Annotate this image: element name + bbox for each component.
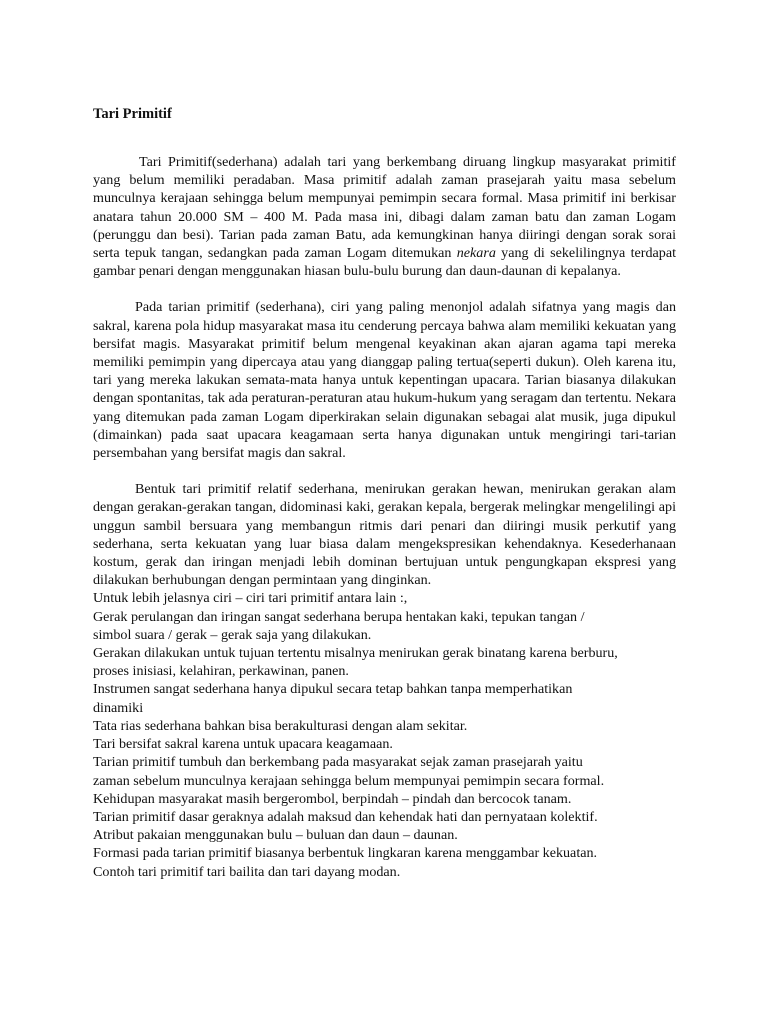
document-title: Tari Primitif (93, 106, 172, 122)
paragraph-intro (93, 153, 676, 280)
characteristics-line: Atribut pakaian menggunakan bulu – buluan dan daun – daunan. (93, 827, 458, 844)
characteristics-line: proses inisiasi, kelahiran, perkawinan, panen. (93, 663, 349, 680)
characteristics-line: zaman sebelum munculnya kerajaan sehingga belum mempunyai pemimpin secara formal. (93, 772, 605, 789)
paragraph-intro-text-end: yang di sekelilingnya terdapat gambar penari dengan menggunakan hiasan bulu-bulu burung dan daun-daunan di kepalanya. (93, 245, 676, 280)
characteristics-line: Tata rias sederhana bahkan bisa berakulturasi dengan alam sekitar. (93, 717, 468, 734)
characteristics-line: Instrumen sangat sederhana hanya dipukul secara tetap bahkan tanpa memperhatikan (93, 681, 573, 698)
paragraph-form: Bentuk tari primitif relatif sederhana, menirukan gerakan hewan, menirukan gerakan alam dengan gerakan-gerakan tangan, didominasi kaki, gerakan kepala, bergerak melingkar mengelilingi api unggun sambil bersuara yang membangun ritmis dari penari dan diiringi musik perkutif yang sederhana, serta kekuatan yang luar biasa dalam mengekspresikan kehendaknya. Kesederhanaan kostum, gerak dan iringan menjadi lebih dominan bertujuan untuk pengungkapan ekspresi yang dilakukan berhubungan dengan permintaan yang dinginkan. (93, 481, 676, 589)
characteristics-line: Tarian primitif tumbuh dan berkembang pada masyarakat sejak zaman prasejarah yaitu (93, 754, 583, 771)
characteristics-line: Contoh tari primitif tari bailita dan tari dayang modan. (93, 863, 401, 880)
characteristics-line: Tari bersifat sakral karena untuk upacara keagamaan. (93, 736, 393, 753)
paragraph-intro-text: Tari Primitif(sederhana) adalah tari yang berkembang diruang lingkup masyarakat primitif yang belum memiliki peradaban. Masa primitif adalah zaman prasejarah yaitu masa sebelum munculnya kerajaan sehingga belum mempunyai pemimpin secara formal. Masa primitif ini berkisar anatara tahun 20.000 SM – 400 M. Pada masa ini, dibagi dalam zaman batu dan zaman Logam (perunggu dan besi). Tarian pada zaman Batu, ada kemungkinan hanya diiringi dengan sorak sorai serta tepuk tangan, sedangkan pada zaman Logam ditemukan (93, 154, 676, 262)
characteristics-line: Untuk lebih jelasnya ciri – ciri tari primitif antara lain :, (93, 590, 408, 607)
characteristics-line: Gerakan dilakukan untuk tujuan tertentu misalnya menirukan gerak binatang karena berburu, (93, 645, 618, 662)
characteristics-line: Tarian primitif dasar geraknya adalah maksud dan kehendak hati dan pernyataan kolektif. (93, 808, 598, 825)
characteristics-line: Formasi pada tarian primitif biasanya berbentuk lingkaran karena menggambar kekuatan. (93, 845, 598, 862)
paragraph-characteristics: Pada tarian primitif (sederhana), ciri yang paling menonjol adalah sifatnya yang magis dan sakral, karena pola hidup masyarakat masa itu cenderung percaya bahwa alam memiliki kekuatan yang bersifat magis. Masyarakat primitif belum mengenal keyakinan akan ajaran agama tapi mereka memiliki pemimpin yang dipercaya atau yang dianggap paling tertua(seperti dukun). Oleh karena itu, tari yang mereka lakukan semata-mata hanya untuk kepentingan upacara. Tarian biasanya dilakukan dengan spontanitas, tak ada peraturan-peraturan atau hukum-hukum yang seragam dan tertentu. Nekara yang ditemukan pada zaman Logam diperkirakan selain digunakan sebagai alat musik, juga dipukul (dimainkan) pada saat upacara keagamaan serta hanya digunakan untuk mengiringi tari-tarian persembahan yang bersifat magis dan sakral. (93, 299, 676, 462)
characteristics-list (93, 589, 676, 880)
characteristics-line: Gerak perulangan dan iringan sangat sederhana berupa hentakan kaki, tepukan tangan / (93, 608, 585, 625)
characteristics-line: simbol suara / gerak – gerak saja yang dilakukan. (93, 626, 372, 643)
characteristics-line: dinamiki (93, 699, 144, 716)
document-page (93, 104, 676, 881)
nekara-italic-term: nekara (456, 245, 496, 262)
characteristics-line: Kehidupan masyarakat masih bergerombol, berpindah – pindah dan bercocok tanam. (93, 790, 572, 807)
